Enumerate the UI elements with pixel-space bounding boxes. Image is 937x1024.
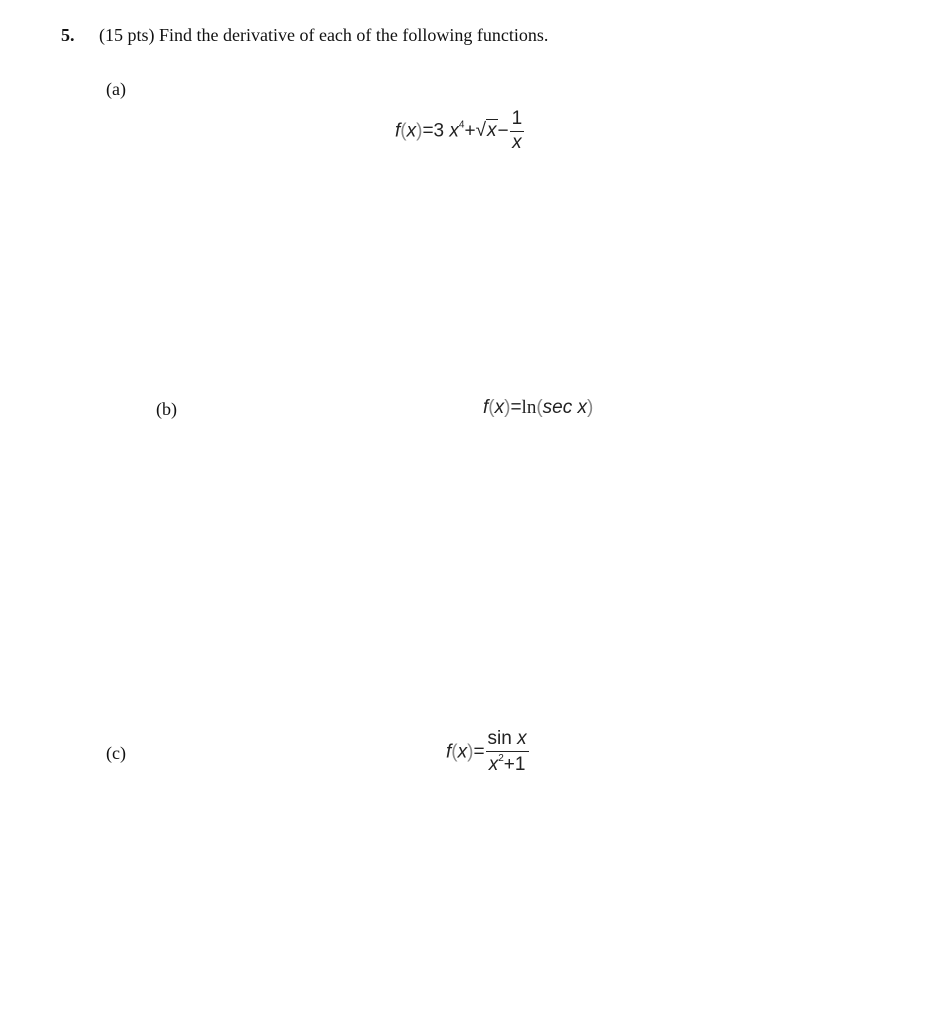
variable: x — [406, 120, 417, 142]
part-a-equation — [395, 109, 525, 154]
close-paren: ) — [416, 120, 423, 142]
minus-sign: − — [497, 120, 509, 142]
radical-sign: √ — [475, 120, 486, 142]
part-b-label: (b) — [156, 399, 177, 419]
part-c-equation — [446, 729, 530, 776]
close-paren: ) — [467, 741, 474, 763]
part-b-equation — [483, 397, 593, 419]
plus-sign: + — [464, 120, 476, 142]
open-paren: ( — [488, 397, 495, 418]
fraction — [510, 109, 525, 154]
exponent: 4 — [458, 119, 465, 131]
square-root — [476, 120, 498, 142]
function-name: f — [483, 397, 489, 418]
function-name: f — [395, 120, 401, 142]
log-function: ln — [521, 397, 537, 418]
variable: x — [517, 728, 527, 749]
part-c-label: (c) — [106, 743, 126, 763]
equals-coefficient: =3 — [422, 120, 445, 142]
open-paren: ( — [451, 741, 458, 763]
fraction — [486, 729, 529, 776]
fraction-numerator: 1 — [510, 109, 525, 132]
variable: x — [577, 397, 588, 418]
sec-function: sec — [542, 397, 573, 418]
close-paren: ) — [587, 397, 594, 418]
radicand: x — [487, 120, 497, 142]
fraction-denominator — [487, 752, 528, 776]
denominator-constant: +1 — [503, 753, 526, 775]
variable: x — [488, 753, 499, 775]
term-variable: x — [449, 120, 459, 142]
part-a-label: (a) — [106, 79, 126, 99]
open-paren: ( — [400, 120, 407, 142]
sin-function: sin — [487, 728, 512, 749]
equals-sign: = — [473, 741, 485, 763]
open-paren: ( — [536, 397, 543, 418]
question-number: 5. — [61, 25, 75, 45]
variable: x — [457, 741, 468, 763]
function-name: f — [446, 741, 452, 763]
exponent: 2 — [498, 752, 504, 764]
close-paren: ) — [504, 397, 511, 418]
equals-sign: = — [510, 397, 522, 418]
variable: x — [494, 397, 505, 418]
question-text: (15 pts) Find the derivative of each of the following functions. — [99, 25, 549, 45]
fraction-denominator: x — [512, 131, 522, 153]
fraction-numerator — [486, 729, 529, 752]
